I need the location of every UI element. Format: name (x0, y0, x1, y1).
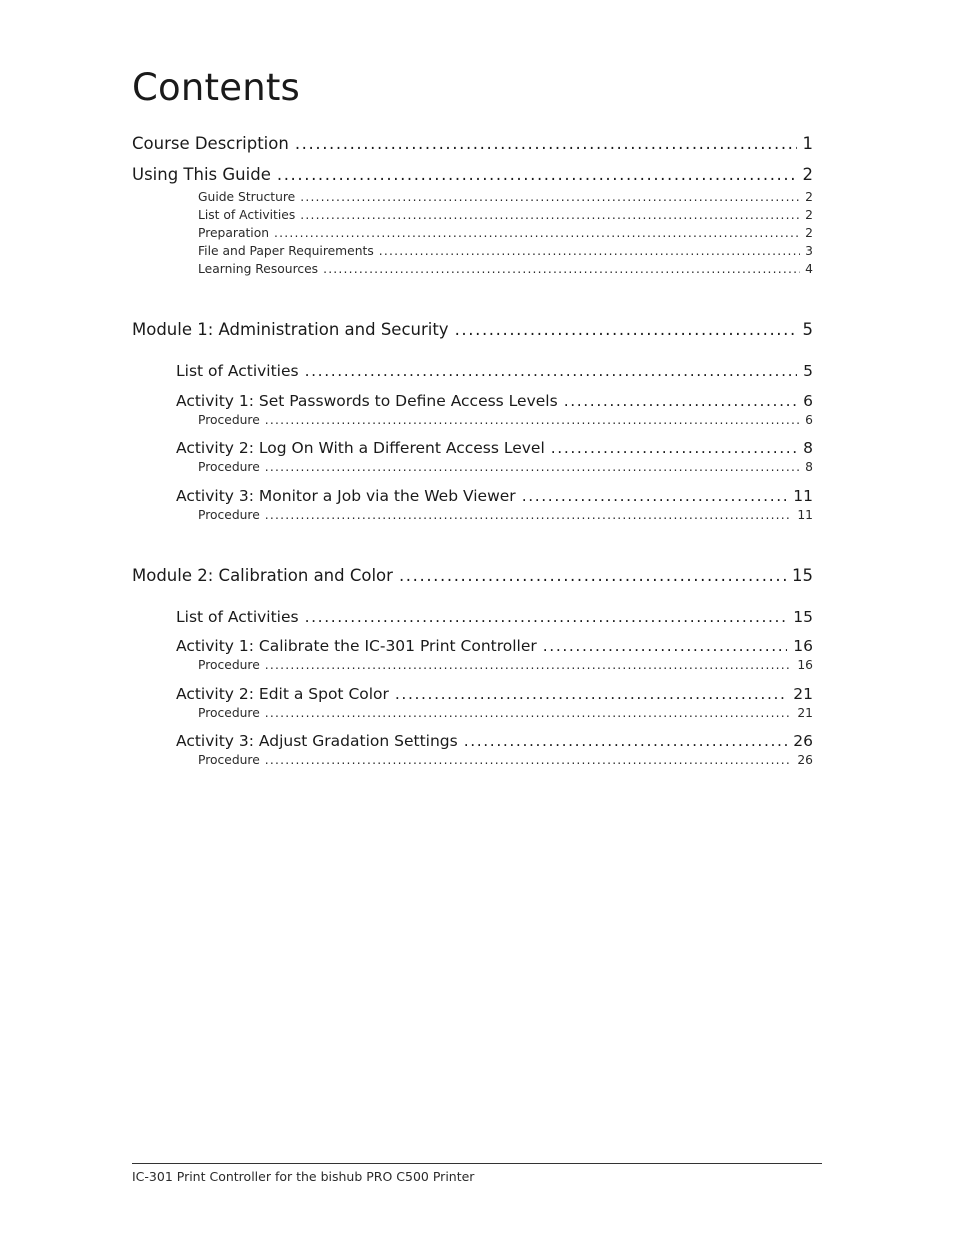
toc-page-number: 6 (805, 413, 813, 427)
toc-page-number: 15 (792, 566, 813, 585)
dot-leader (305, 362, 798, 380)
toc-page-number: 21 (797, 706, 813, 720)
toc-page-number: 26 (797, 753, 813, 767)
dot-leader (399, 566, 786, 585)
dot-leader (464, 732, 788, 750)
dot-leader (543, 637, 787, 655)
dot-leader (379, 244, 800, 258)
toc-entry-learning-resources[interactable] (198, 262, 813, 276)
toc-entry-title: Activity 3: Adjust Gradation Settings (176, 732, 458, 750)
toc-page-number: 16 (797, 658, 813, 672)
dot-leader (265, 753, 793, 767)
toc-entry-title: Guide Structure (198, 190, 296, 204)
toc-entry-module-1-activity-1[interactable] (176, 392, 813, 410)
toc-entry-title: Learning Resources (198, 262, 319, 276)
dot-leader (300, 190, 800, 204)
dot-leader (522, 487, 788, 505)
toc-page-number: 1 (802, 134, 813, 153)
toc-entry-module-2-activity-1[interactable] (176, 637, 813, 655)
toc-entry-title: Using This Guide (132, 165, 271, 184)
toc-entry-title: Activity 2: Edit a Spot Color (176, 685, 389, 703)
toc-entry-title: List of Activities (176, 362, 299, 380)
toc-entry-procedure[interactable] (198, 658, 813, 672)
toc-entry-title: Activity 1: Set Passwords to Define Access Levels (176, 392, 558, 410)
dot-leader (305, 608, 788, 626)
toc-entry-title: Activity 2: Log On With a Different Access Level (176, 439, 545, 457)
toc-entry-module-1-activity-2[interactable] (176, 439, 813, 457)
toc-entry-title: Activity 3: Monitor a Job via the Web Viewer (176, 487, 516, 505)
dot-leader (265, 508, 793, 522)
toc-entry-title: Procedure (198, 413, 260, 427)
toc-entry-module-2-activity-2[interactable] (176, 685, 813, 703)
dot-leader (265, 460, 800, 474)
dot-leader (564, 392, 797, 410)
toc-entry-module-2-list-of-activities[interactable] (176, 608, 813, 626)
toc-entry-module-1[interactable] (132, 320, 813, 339)
toc-page-number: 26 (793, 732, 813, 750)
toc-entry-procedure[interactable] (198, 706, 813, 720)
toc-page-number: 8 (803, 439, 813, 457)
dot-leader (295, 134, 797, 153)
toc-page-number: 2 (802, 165, 813, 184)
dot-leader (551, 439, 797, 457)
toc-entry-preparation[interactable] (198, 226, 813, 240)
footer-text: IC-301 Print Controller for the bishub PRO C500 Printer (132, 1169, 475, 1184)
dot-leader (300, 208, 800, 222)
dot-leader (274, 226, 800, 240)
toc-entry-procedure[interactable] (198, 460, 813, 474)
toc-page-number: 4 (805, 262, 813, 276)
toc-page-number: 15 (793, 608, 813, 626)
toc-entry-title: Module 2: Calibration and Color (132, 566, 393, 585)
toc-entry-title: Course Description (132, 134, 289, 153)
toc-entry-module-1-list-of-activities[interactable] (176, 362, 813, 380)
toc-page-number: 21 (793, 685, 813, 703)
toc-entry-list-of-activities[interactable] (198, 208, 813, 222)
toc-page-number: 5 (803, 362, 813, 380)
toc-entry-title: Module 1: Administration and Security (132, 320, 449, 339)
toc-entry-title: Activity 1: Calibrate the IC-301 Print Controller (176, 637, 537, 655)
toc-entry-module-2-activity-3[interactable] (176, 732, 813, 750)
toc-page-number: 3 (805, 244, 813, 258)
toc-entry-title: File and Paper Requirements (198, 244, 374, 258)
toc-page-number: 2 (805, 226, 813, 240)
dot-leader (395, 685, 787, 703)
toc-entry-using-this-guide[interactable] (132, 165, 813, 184)
toc-entry-module-2[interactable] (132, 566, 813, 585)
toc-entry-title: Preparation (198, 226, 270, 240)
toc-page-number: 16 (793, 637, 813, 655)
toc-entry-course-description[interactable] (132, 134, 813, 153)
toc-page-number: 11 (797, 508, 813, 522)
dot-leader (277, 165, 797, 184)
toc-entry-title: Procedure (198, 753, 260, 767)
toc-entry-procedure[interactable] (198, 753, 813, 767)
toc-entry-title: Procedure (198, 658, 260, 672)
toc-entry-procedure[interactable] (198, 413, 813, 427)
toc-entry-title: Procedure (198, 706, 260, 720)
toc-page-number: 5 (802, 320, 813, 339)
toc-entry-module-1-activity-3[interactable] (176, 487, 813, 505)
toc-entry-title: List of Activities (176, 608, 299, 626)
toc-page-number: 2 (805, 208, 813, 222)
dot-leader (265, 658, 793, 672)
footer-divider (132, 1163, 822, 1164)
toc-page-number: 11 (793, 487, 813, 505)
toc-page-number: 2 (805, 190, 813, 204)
dot-leader (265, 413, 800, 427)
dot-leader (265, 706, 793, 720)
toc-page-number: 8 (805, 460, 813, 474)
toc-entry-procedure[interactable] (198, 508, 813, 522)
dot-leader (455, 320, 797, 339)
toc-entry-title: Procedure (198, 460, 260, 474)
toc-entry-title: List of Activities (198, 208, 296, 222)
toc-entry-file-and-paper-requirements[interactable] (198, 244, 813, 258)
dot-leader (323, 262, 800, 276)
page-title: Contents (132, 66, 301, 109)
toc-entry-title: Procedure (198, 508, 260, 522)
toc-page-number: 6 (803, 392, 813, 410)
toc-entry-guide-structure[interactable] (198, 190, 813, 204)
